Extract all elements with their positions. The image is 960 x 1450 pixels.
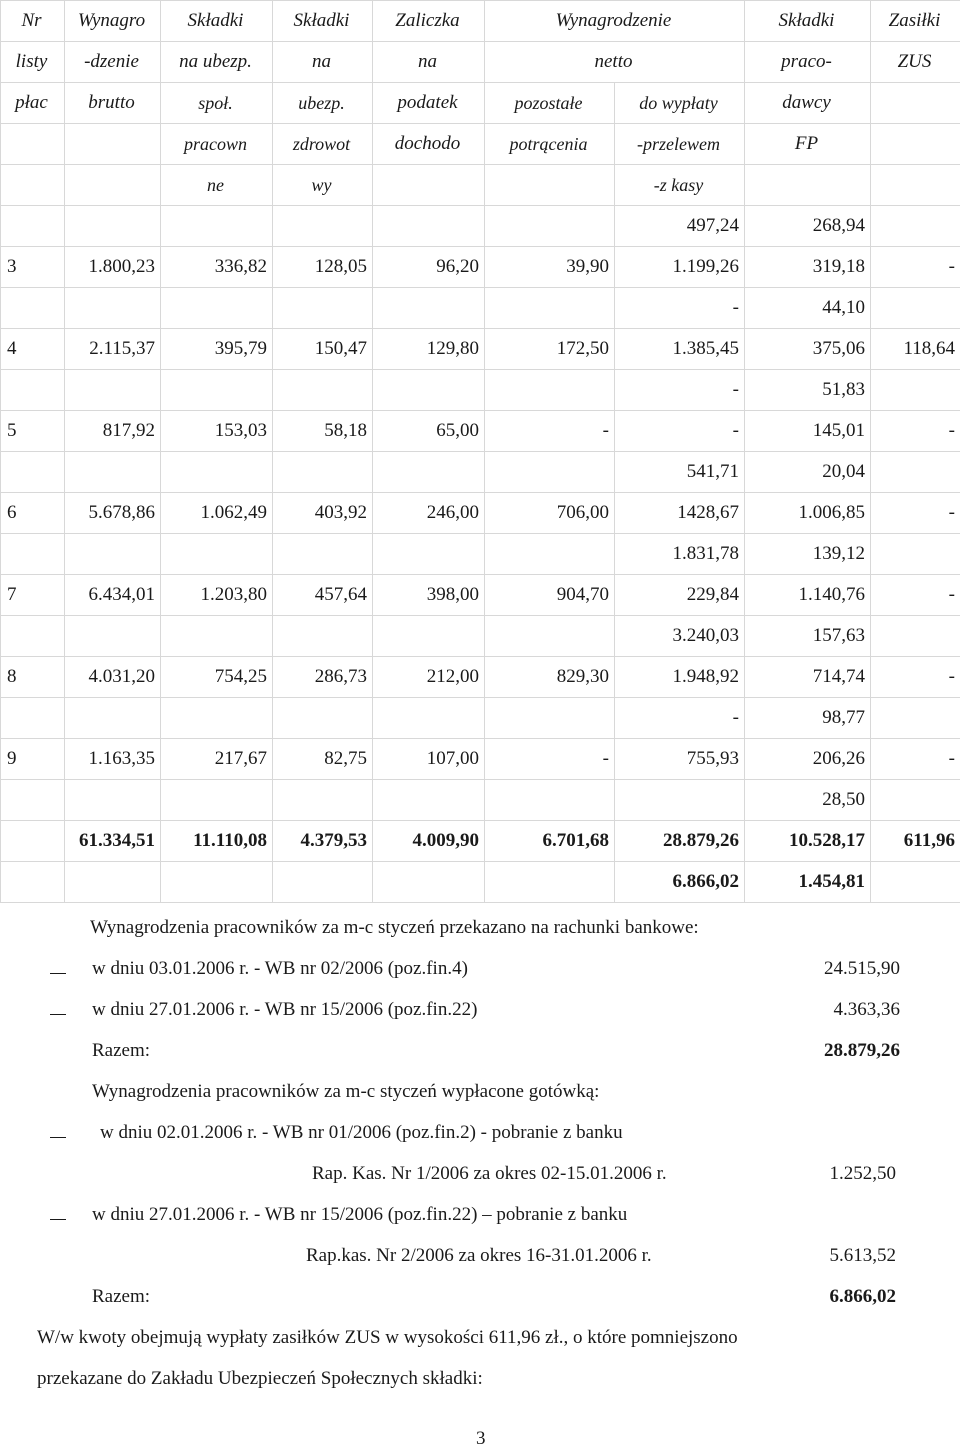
cash-item-detail: Rap. Kas. Nr 1/2006 za okres 02-15.01.2006 r. bbox=[312, 1163, 667, 1184]
table-cell: - bbox=[871, 247, 960, 288]
table-cell: 817,92 bbox=[65, 411, 161, 452]
table-cell: 1.062,49 bbox=[161, 493, 273, 534]
header-cell: Nr bbox=[1, 1, 65, 42]
table-cell: 1.199,26 bbox=[615, 247, 745, 288]
table-cell: 28,50 bbox=[745, 780, 871, 821]
table-cell: 7 bbox=[1, 575, 65, 616]
table-cell: 51,83 bbox=[745, 370, 871, 411]
cash-item-detail: Rap.kas. Nr 2/2006 za okres 16-31.01.2006 r. bbox=[306, 1245, 652, 1266]
header-cell: dawcy bbox=[745, 83, 871, 124]
table-cell: 128,05 bbox=[273, 247, 373, 288]
cash-total-amount: 6.866,02 bbox=[829, 1286, 896, 1307]
table-cell: 336,82 bbox=[161, 247, 273, 288]
table-cell: - bbox=[485, 411, 615, 452]
table-cell: 1.140,76 bbox=[745, 575, 871, 616]
dash-bullet bbox=[50, 1014, 66, 1015]
header-cell: FP bbox=[745, 124, 871, 165]
table-cell: 714,74 bbox=[745, 657, 871, 698]
table-cell: 145,01 bbox=[745, 411, 871, 452]
dash-bullet bbox=[50, 973, 66, 974]
table-cell: 829,30 bbox=[485, 657, 615, 698]
table-cell: 611,96 bbox=[871, 821, 960, 862]
header-cell: Składki bbox=[273, 1, 373, 42]
table-cell: 217,67 bbox=[161, 739, 273, 780]
table-cell: 246,00 bbox=[373, 493, 485, 534]
header-cell: Zasiłki bbox=[871, 1, 960, 42]
header-cell: Składki bbox=[745, 1, 871, 42]
table-cell: 39,90 bbox=[485, 247, 615, 288]
header-cell: do wypłaty bbox=[615, 83, 745, 124]
table-cell: 2.115,37 bbox=[65, 329, 161, 370]
header-cell: listy bbox=[1, 42, 65, 83]
table-cell: 129,80 bbox=[373, 329, 485, 370]
table-cell: 44,10 bbox=[745, 288, 871, 329]
bank-item-text: w dniu 27.01.2006 r. - WB nr 15/2006 (poz.fin.22) bbox=[92, 999, 478, 1020]
table-cell: 754,25 bbox=[161, 657, 273, 698]
table-cell: 229,84 bbox=[615, 575, 745, 616]
header-cell: na bbox=[373, 42, 485, 83]
header-cell: ne bbox=[161, 165, 273, 206]
table-cell: 139,12 bbox=[745, 534, 871, 575]
table-cell: 5.678,86 bbox=[65, 493, 161, 534]
cash-item-amount: 5.613,52 bbox=[829, 1245, 896, 1266]
table-cell: 457,64 bbox=[273, 575, 373, 616]
table-cell: 206,26 bbox=[745, 739, 871, 780]
table-cell: - bbox=[871, 739, 960, 780]
table-cell: 10.528,17 bbox=[745, 821, 871, 862]
header-cell: na bbox=[273, 42, 373, 83]
table-cell: 61.334,51 bbox=[65, 821, 161, 862]
header-cell: podatek bbox=[373, 83, 485, 124]
table-cell: 153,03 bbox=[161, 411, 273, 452]
header-cell: Wynagrodzenie bbox=[485, 1, 745, 42]
footer-line: W/w kwoty obejmują wypłaty zasiłków ZUS w wysokości 611,96 zł., o które pomniejszono bbox=[37, 1327, 738, 1348]
table-cell: 1.948,92 bbox=[615, 657, 745, 698]
table-cell: 5 bbox=[1, 411, 65, 452]
table-cell: 1.385,45 bbox=[615, 329, 745, 370]
table-cell: 706,00 bbox=[485, 493, 615, 534]
header-cell: zdrowot bbox=[273, 124, 373, 165]
table-cell: - bbox=[871, 575, 960, 616]
table-cell: 319,18 bbox=[745, 247, 871, 288]
header-cell: -z kasy bbox=[615, 165, 745, 206]
header-cell: netto bbox=[485, 42, 745, 83]
header-cell: wy bbox=[273, 165, 373, 206]
bank-total-amount: 28.879,26 bbox=[824, 1040, 900, 1061]
header-cell: praco- bbox=[745, 42, 871, 83]
dash-bullet bbox=[50, 1219, 66, 1220]
table-cell: 4.031,20 bbox=[65, 657, 161, 698]
table-cell: - bbox=[871, 411, 960, 452]
cash-total-label: Razem: bbox=[92, 1286, 151, 1307]
bank-item-amount: 4.363,36 bbox=[833, 999, 900, 1020]
cash-item-text: w dniu 02.01.2006 r. - WB nr 01/2006 (poz.fin.2) - pobranie z banku bbox=[100, 1122, 623, 1143]
table-cell: 4.009,90 bbox=[373, 821, 485, 862]
table-cell: 172,50 bbox=[485, 329, 615, 370]
header-cell: brutto bbox=[65, 83, 161, 124]
table-cell: 268,94 bbox=[745, 206, 871, 247]
table-cell: 6.434,01 bbox=[65, 575, 161, 616]
header-cell: dochodo bbox=[373, 124, 485, 165]
header-cell: społ. bbox=[161, 83, 273, 124]
header-cell: płac bbox=[1, 83, 65, 124]
table-cell: 398,00 bbox=[373, 575, 485, 616]
header-cell: Zaliczka bbox=[373, 1, 485, 42]
table-cell: 1.831,78 bbox=[615, 534, 745, 575]
header-cell: pracown bbox=[161, 124, 273, 165]
footer-line: przekazane do Zakładu Ubezpieczeń Społecznych składki: bbox=[37, 1368, 483, 1389]
table-cell: 403,92 bbox=[273, 493, 373, 534]
table-cell: 6.701,68 bbox=[485, 821, 615, 862]
table-cell: 1.163,35 bbox=[65, 739, 161, 780]
table-cell: 286,73 bbox=[273, 657, 373, 698]
table-cell: 6.866,02 bbox=[615, 862, 745, 903]
table-cell: 1.203,80 bbox=[161, 575, 273, 616]
table-cell: 96,20 bbox=[373, 247, 485, 288]
table-cell: 4.379,53 bbox=[273, 821, 373, 862]
table-cell: 28.879,26 bbox=[615, 821, 745, 862]
header-cell: -dzenie bbox=[65, 42, 161, 83]
table-cell: 497,24 bbox=[615, 206, 745, 247]
table-cell: 20,04 bbox=[745, 452, 871, 493]
header-cell: ubezp. bbox=[273, 83, 373, 124]
bank-item-amount: 24.515,90 bbox=[824, 958, 900, 979]
table-cell: 8 bbox=[1, 657, 65, 698]
table-cell: 3.240,03 bbox=[615, 616, 745, 657]
table-cell: - bbox=[871, 493, 960, 534]
table-cell: 3 bbox=[1, 247, 65, 288]
cash-heading: Wynagrodzenia pracowników za m-c styczeń wypłacone gotówką: bbox=[92, 1081, 600, 1102]
table-cell: 375,06 bbox=[745, 329, 871, 370]
table-cell: 395,79 bbox=[161, 329, 273, 370]
table-cell: 157,63 bbox=[745, 616, 871, 657]
cash-item-text: w dniu 27.01.2006 r. - WB nr 15/2006 (poz.fin.22) – pobranie z banku bbox=[92, 1204, 628, 1225]
table-cell: - bbox=[871, 657, 960, 698]
header-cell: pozostałe bbox=[485, 83, 615, 124]
table-cell: 541,71 bbox=[615, 452, 745, 493]
table-cell: - bbox=[615, 370, 745, 411]
table-cell: - bbox=[615, 698, 745, 739]
page-number: 3 bbox=[476, 1428, 486, 1449]
table-cell: 98,77 bbox=[745, 698, 871, 739]
table-cell: 6 bbox=[1, 493, 65, 534]
header-cell: -przelewem bbox=[615, 124, 745, 165]
table-cell: 11.110,08 bbox=[161, 821, 273, 862]
table-cell: 150,47 bbox=[273, 329, 373, 370]
table-cell: 212,00 bbox=[373, 657, 485, 698]
header-cell: potrącenia bbox=[485, 124, 615, 165]
table-cell: 1.800,23 bbox=[65, 247, 161, 288]
table-cell: - bbox=[615, 411, 745, 452]
table-cell: 82,75 bbox=[273, 739, 373, 780]
header-cell: Wynagro bbox=[65, 1, 161, 42]
table-cell: 755,93 bbox=[615, 739, 745, 780]
table-cell: 4 bbox=[1, 329, 65, 370]
table-cell: 1.454,81 bbox=[745, 862, 871, 903]
header-cell: Składki bbox=[161, 1, 273, 42]
table-cell: 9 bbox=[1, 739, 65, 780]
header-cell: na ubezp. bbox=[161, 42, 273, 83]
table-cell: 58,18 bbox=[273, 411, 373, 452]
table-cell: 118,64 bbox=[871, 329, 960, 370]
bank-total-label: Razem: bbox=[92, 1040, 151, 1061]
header-cell: ZUS bbox=[871, 42, 960, 83]
table-cell: 1.006,85 bbox=[745, 493, 871, 534]
bank-item-text: w dniu 03.01.2006 r. - WB nr 02/2006 (poz.fin.4) bbox=[92, 958, 468, 979]
table-cell: - bbox=[615, 288, 745, 329]
table-cell: 1428,67 bbox=[615, 493, 745, 534]
bank-heading: Wynagrodzenia pracowników za m-c styczeń przekazano na rachunki bankowe: bbox=[90, 917, 699, 938]
cash-item-amount: 1.252,50 bbox=[829, 1163, 896, 1184]
table-cell: 65,00 bbox=[373, 411, 485, 452]
table-cell: - bbox=[485, 739, 615, 780]
table-cell: 904,70 bbox=[485, 575, 615, 616]
table-cell: 107,00 bbox=[373, 739, 485, 780]
dash-bullet bbox=[50, 1137, 66, 1138]
